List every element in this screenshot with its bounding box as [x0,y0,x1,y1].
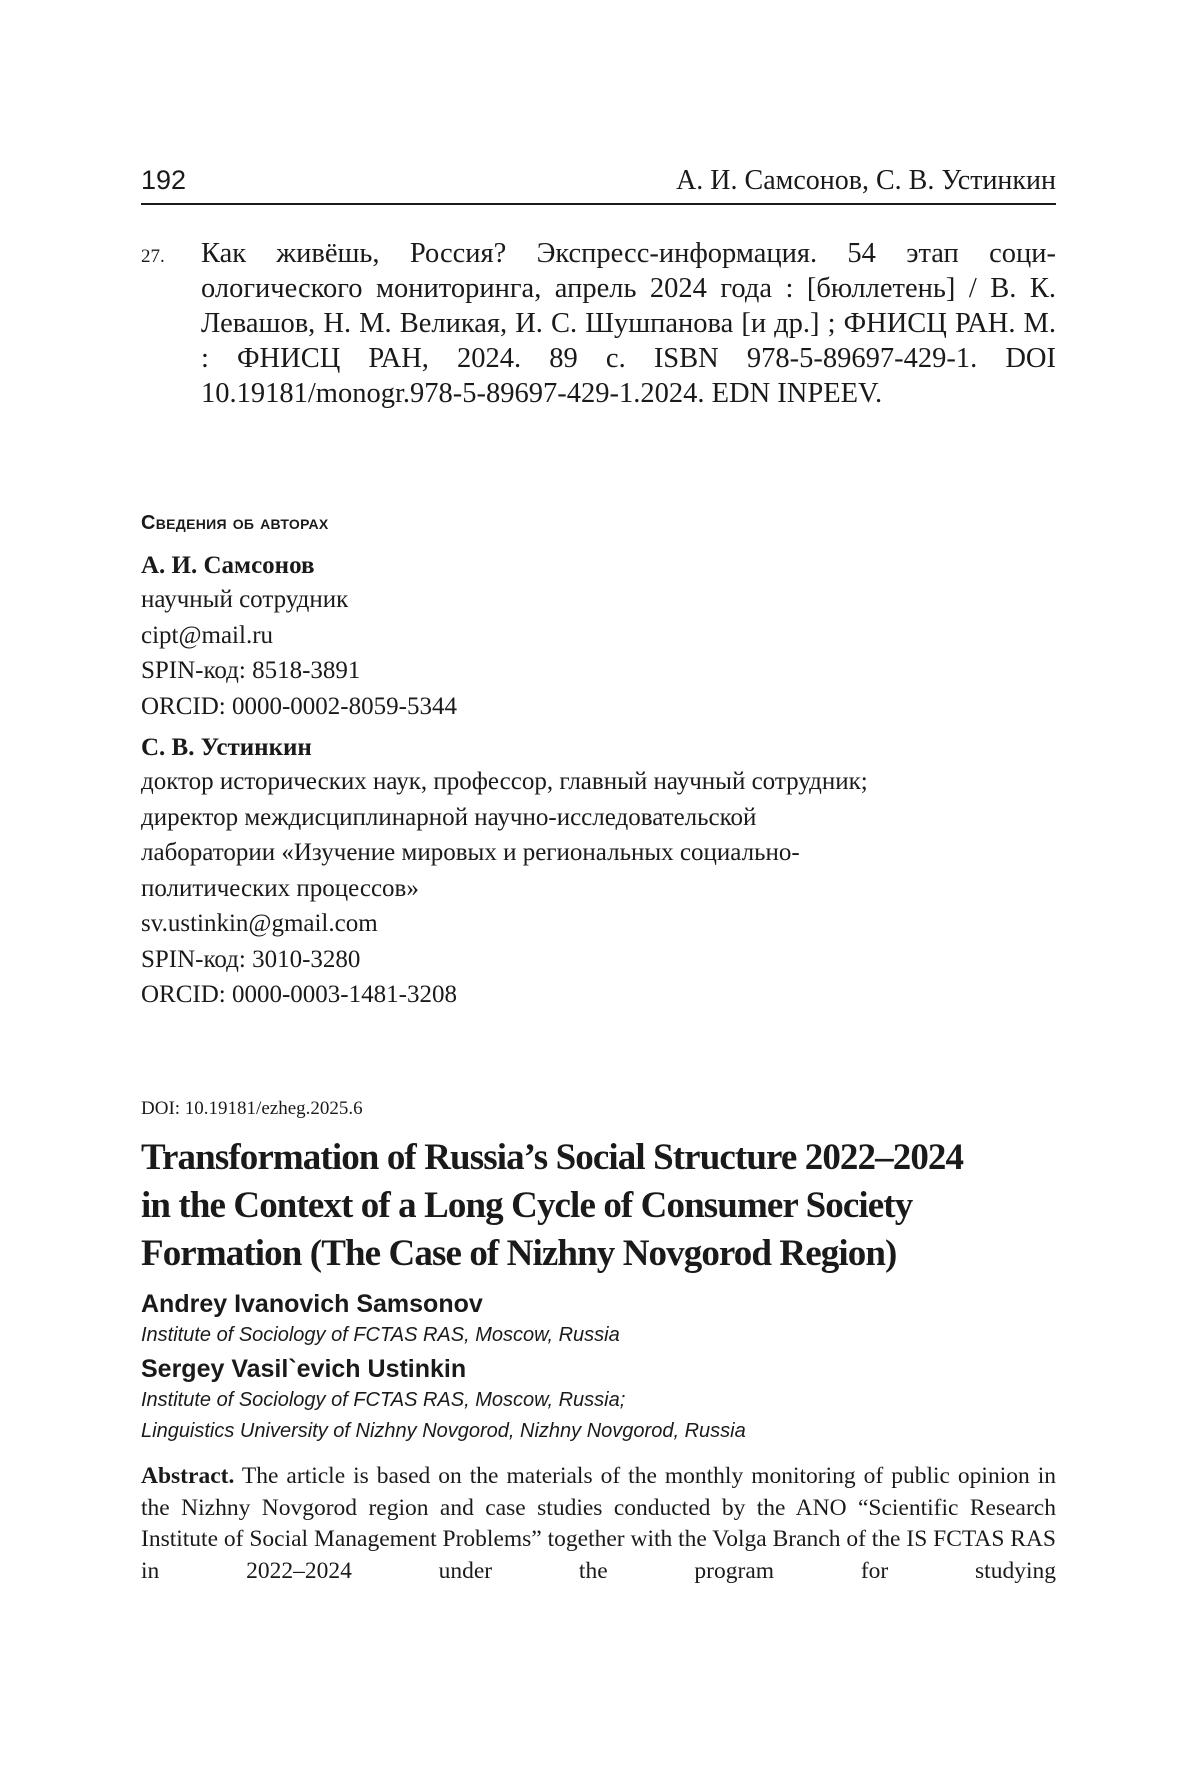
author-orcid: ORCID: 0000-0002-8059-5344 [141,692,457,720]
reference-entry [141,236,1056,411]
author-affiliation: Institute of Sociology of FCTAS RAS, Moscow, Russia [141,1324,620,1346]
reference-text: Как живёшь, Россия? Экспресс-информация. 54 этап социологического мониторинга, апрель 2024 года : [бюллетень] / В. К. Левашов, Н. М. Великая, И. С. Шушпанова [и др.] ; ФНИСЦ РАН. М. : ФНИСЦ РАН, 2024. 89 с. ISBN 978-5-89697-429-1. DOI 10.19181/monogr.978-5-89697-429-1.2024. EDN INPEEV. [201,238,1056,409]
running-head: А. И. Самсонов, С. В. Устинкин [676,165,1056,196]
title-line: in the Context of a Long Cycle of Consumer Society [141,1185,913,1226]
author-position: доктор исторических наук, профессор, главный научный сотрудник; [141,768,868,795]
reference-number: 27. [141,246,165,267]
section-heading: Сведения об авторах [141,512,329,534]
abstract-label: Abstract. [141,1463,235,1489]
article-title [141,1134,1056,1278]
abstract [141,1461,1056,1587]
author-position: директор междисциплинарной научно-исследовательской [141,803,757,831]
authors-info-section [141,512,1056,1021]
author-orcid: ORCID: 0000-0003-1481-3208 [141,981,457,1008]
abstract-text: The article is based on the materials of the monthly monitoring of public opinion in the Nizhny Novgorod region and case studies conducted by the ANO “Scientific Research Institute of Social Management Problems” together with the Volga Branch of the IS FCTAS RAS in 2022–2024 under the program for studying [141,1463,1056,1584]
author-position: лаборатории «Изучение мировых и региональных социально- [141,839,800,866]
author-name-en: Sergey Vasil`evich Ustinkin [141,1355,467,1383]
author-affiliation: Linguistics University of Nizhny Novgorod, Nizhny Novgorod, Russia [141,1420,746,1442]
title-line: Transformation of Russia’s Social Structure 2022–2024 [141,1137,964,1178]
author-name: С. В. Устинкин [141,734,312,761]
author-info-block [141,732,1056,1013]
author-name: А. И. Самсонов [141,552,315,579]
author-position: научный сотрудник [141,586,349,613]
doi: DOI: 10.19181/ezheg.2025.6 [141,1098,363,1119]
title-line: Formation (The Case of Nizhny Novgorod Region) [141,1233,897,1274]
page-header [141,163,1056,205]
author-email: sv.ustinkin@gmail.com [141,910,378,937]
page-number: 192 [141,165,187,195]
author-position: политических процессов» [141,874,419,902]
english-article-header [141,1098,1056,1587]
author-affiliation: Institute of Sociology of FCTAS RAS, Moscow, Russia; [141,1389,626,1411]
author-email: cipt@mail.ru [141,621,274,649]
author-name-en: Andrey Ivanovich Samsonov [141,1290,483,1318]
author-spin: SPIN-код: 3010-3280 [141,945,361,973]
author-spin: SPIN-код: 8518-3891 [141,657,361,684]
author-info-block [141,550,1056,724]
